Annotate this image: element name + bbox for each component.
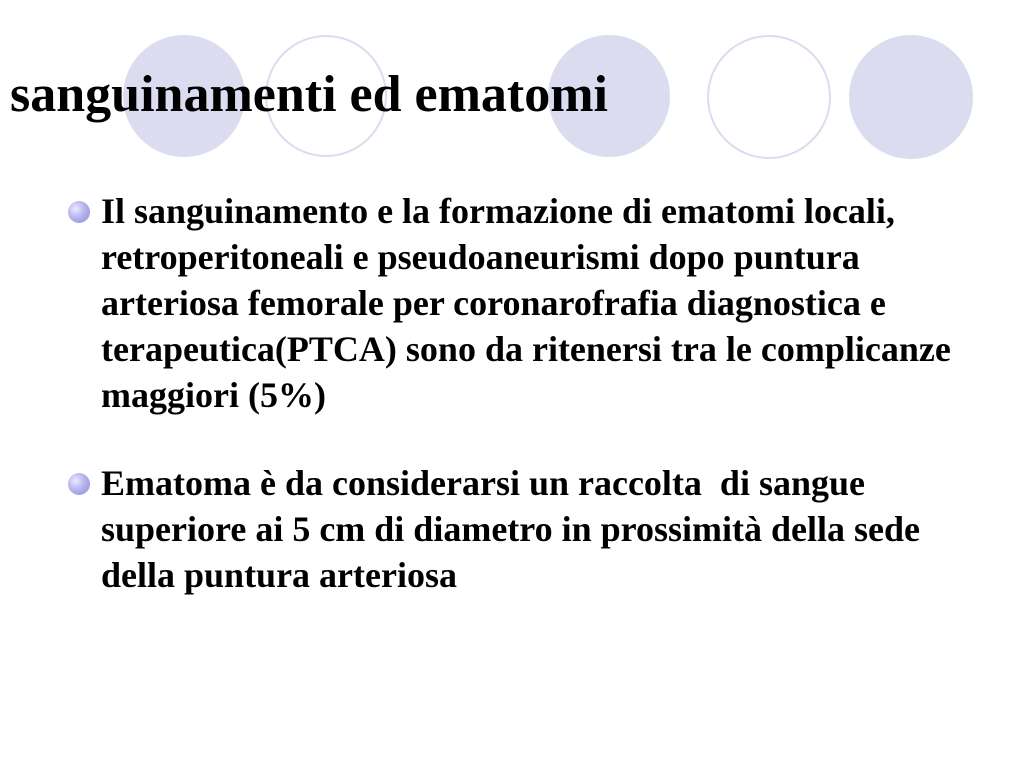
slide-title: sanguinamenti ed ematomi: [10, 66, 608, 123]
decorative-circle-filled: [849, 35, 973, 159]
circle-bullet-icon: [68, 473, 90, 495]
bullet-item: [64, 460, 964, 598]
bullet-item: [64, 188, 964, 418]
bullet-text: Ematoma è da considerarsi un raccolta di sangue superiore ai 5 cm di diametro in prossimità della sede della puntura arteriosa: [101, 463, 929, 595]
bullet-text: Il sanguinamento e la formazione di ematomi locali, retroperitoneali e pseudoaneurismi dopo puntura arteriosa femorale per coronarofrafia diagnostica e terapeutica(PTCA) sono da ritenersi tra le complicanze maggiori (5%): [101, 191, 960, 415]
decorative-circle-outline: [707, 35, 831, 159]
circle-bullet-icon: [68, 201, 90, 223]
bullet-list: [64, 188, 964, 598]
